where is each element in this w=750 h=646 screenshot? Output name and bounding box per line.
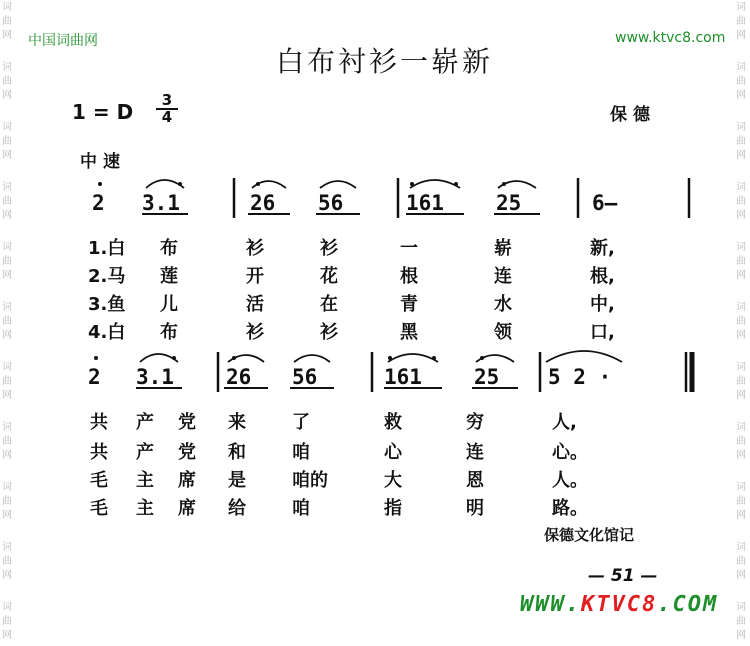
watermark-char: 曲 [2, 616, 12, 627]
key-signature: 1 = D [72, 100, 134, 124]
site-name[interactable]: 中国词曲网 [28, 33, 98, 49]
note: 25 [496, 191, 522, 215]
logo-suffix: .COM [657, 592, 719, 617]
watermark-char: 网 [736, 390, 746, 401]
logo-prefix: WWW. [520, 592, 581, 617]
time-signature-bottom: 4 [161, 108, 173, 126]
lyric-syllable: 产 [136, 442, 154, 463]
lyric-syllable: 衫 [320, 322, 338, 343]
lyric-syllable: 明 [466, 498, 484, 519]
watermark-char: 曲 [736, 196, 746, 207]
watermark-char: 曲 [736, 136, 746, 147]
watermark-char: 词 [2, 482, 12, 493]
lyric-syllable: 咱的 [292, 470, 328, 491]
lyric-syllable: 根 [400, 266, 418, 287]
watermark-char: 曲 [2, 316, 12, 327]
lyric-syllable: 水 [494, 294, 512, 315]
watermark-char: 网 [736, 510, 746, 521]
watermark-char: 曲 [2, 496, 12, 507]
lyric-syllable: 新, [590, 238, 615, 259]
lyric-syllable: 活 [246, 294, 264, 315]
watermark-char: 词 [736, 62, 746, 73]
watermark-char: 曲 [736, 556, 746, 567]
watermark-char: 网 [736, 30, 746, 41]
lyric-syllable: 连 [494, 266, 512, 287]
lyric-syllable: 2.马 [88, 266, 126, 287]
watermark-char: 词 [736, 362, 746, 373]
watermark-char: 词 [2, 182, 12, 193]
lyric-syllable: 党 [178, 442, 196, 463]
watermark-char: 词 [736, 602, 746, 613]
watermark-char: 网 [736, 90, 746, 101]
watermark-char: 网 [736, 150, 746, 161]
watermark-char: 网 [2, 270, 12, 281]
lyric-syllable: 恩 [466, 470, 484, 491]
watermark-char: 词 [736, 182, 746, 193]
watermark-char: 网 [2, 210, 12, 221]
lyric-syllable: 共 [90, 412, 108, 433]
slur [294, 355, 330, 362]
watermark-char: 词 [736, 302, 746, 313]
watermark-char: 词 [2, 242, 12, 253]
watermark-char: 网 [736, 330, 746, 341]
watermark-char: 曲 [736, 256, 746, 267]
slur [546, 351, 622, 362]
lyric-syllable: 衫 [246, 322, 264, 343]
lyric-syllable: 开 [246, 266, 264, 287]
lyric-syllable: 共 [90, 442, 108, 463]
watermark-char: 词 [2, 542, 12, 553]
lyric-syllable: 心 [384, 442, 402, 463]
note: 26 [226, 365, 252, 389]
slur [320, 181, 356, 188]
lyric-syllable: 一 [400, 238, 418, 259]
note: 56 [292, 365, 318, 389]
song-title: 白布衬衫一崭新 [276, 45, 494, 78]
lyric-syllable: 来 [228, 412, 246, 433]
lyric-syllable: 1.白 [88, 238, 126, 259]
watermark-char: 曲 [2, 196, 12, 207]
lyric-syllable: 衫 [320, 238, 338, 259]
watermark-char: 网 [2, 30, 12, 41]
author: 保德 [610, 105, 656, 125]
lyric-syllable: 布 [160, 322, 178, 343]
note: 6— [592, 191, 618, 215]
watermark-char: 网 [736, 570, 746, 581]
watermark-char: 网 [2, 150, 12, 161]
note: 3.1 [142, 191, 180, 215]
watermark-char: 曲 [736, 496, 746, 507]
watermark-char: 曲 [736, 376, 746, 387]
lyric-syllable: 了 [292, 412, 310, 433]
watermark-char: 网 [736, 210, 746, 221]
watermark-char: 词 [2, 602, 12, 613]
watermark-char: 网 [2, 330, 12, 341]
lyric-syllable: 根, [590, 266, 615, 287]
lyric-syllable: 中, [590, 294, 615, 315]
watermark-char: 曲 [2, 16, 12, 27]
watermark-char: 网 [2, 390, 12, 401]
watermark-char: 词 [736, 122, 746, 133]
note: 25 [474, 365, 500, 389]
watermark-char: 词 [2, 422, 12, 433]
watermark-char: 曲 [736, 76, 746, 87]
tempo-marking: 中速 [80, 152, 126, 172]
watermark-char: 网 [2, 90, 12, 101]
watermark-char: 曲 [736, 616, 746, 627]
lyric-syllable: 席 [178, 498, 196, 519]
watermark-char: 曲 [736, 436, 746, 447]
watermark-char: 词 [736, 242, 746, 253]
lyric-syllable: 救 [384, 412, 402, 433]
watermark-char: 曲 [2, 556, 12, 567]
site-url[interactable]: www.ktvc8.com [615, 30, 726, 46]
note: 3.1 [136, 365, 174, 389]
watermark-char: 曲 [2, 76, 12, 87]
lyric-syllable: 儿 [160, 294, 178, 315]
watermark-char: 词 [2, 2, 12, 13]
watermark-char: 曲 [736, 16, 746, 27]
note: 2 [92, 191, 105, 215]
lyric-syllable: 连 [466, 442, 484, 463]
slur [410, 180, 460, 188]
lyric-syllable: 青 [400, 294, 418, 315]
note: 56 [318, 191, 344, 215]
lyric-syllable: 指 [384, 498, 402, 519]
watermark-char: 网 [2, 630, 12, 641]
note: 2 [88, 365, 101, 389]
note: 26 [250, 191, 276, 215]
watermark-char: 曲 [2, 376, 12, 387]
watermark-char: 词 [736, 422, 746, 433]
watermark-char: 词 [2, 302, 12, 313]
lyric-syllable: 领 [494, 322, 512, 343]
lyric-syllable: 莲 [160, 266, 178, 287]
lyric-syllable: 路。 [552, 498, 588, 519]
watermark-char: 网 [736, 630, 746, 641]
lyric-syllable: 穷 [466, 412, 484, 433]
watermark-char: 词 [2, 362, 12, 373]
footer-logo[interactable] [520, 592, 718, 617]
watermark-char: 词 [736, 2, 746, 13]
page-number: — 51 — [588, 566, 658, 586]
lyric-syllable: 3.鱼 [88, 294, 126, 315]
note: 161 [384, 365, 422, 389]
lyric-syllable: 主 [136, 498, 154, 519]
slur [388, 354, 438, 362]
lyric-syllable: 和 [228, 442, 246, 463]
watermark-char: 网 [736, 450, 746, 461]
lyric-syllable: 黑 [400, 322, 418, 343]
lyric-syllable: 人。 [552, 470, 588, 491]
lyric-syllable: 毛 [90, 470, 108, 491]
lyric-syllable: 人, [552, 412, 577, 433]
watermark-char: 词 [736, 482, 746, 493]
watermark-char: 曲 [2, 436, 12, 447]
lyric-syllable: 衫 [246, 238, 264, 259]
lyric-syllable: 布 [160, 238, 178, 259]
watermark-char: 词 [736, 542, 746, 553]
lyric-syllable: 席 [178, 470, 196, 491]
time-signature-top: 3 [161, 91, 173, 109]
lyric-syllable: 毛 [90, 498, 108, 519]
lyric-syllable: 4.白 [88, 322, 126, 343]
note: 5 2 · [548, 365, 612, 389]
lyric-syllable: 党 [178, 412, 196, 433]
watermark-char: 曲 [2, 136, 12, 147]
watermark-char: 曲 [2, 256, 12, 267]
lyric-syllable: 是 [228, 470, 246, 491]
note: 161 [406, 191, 444, 215]
lyric-syllable: 花 [320, 266, 338, 287]
logo-brand: KTVC8 [580, 592, 658, 617]
lyric-syllable: 主 [136, 470, 154, 491]
lyric-syllable: 大 [384, 470, 402, 491]
watermark-char: 网 [2, 510, 12, 521]
watermark-char: 网 [2, 450, 12, 461]
watermark-char: 曲 [736, 316, 746, 327]
lyric-syllable: 咱 [292, 498, 310, 519]
watermark-char: 网 [2, 570, 12, 581]
lyric-syllable: 产 [136, 412, 154, 433]
lyric-syllable: 给 [228, 498, 246, 519]
lyric-syllable: 在 [320, 294, 338, 315]
credit-note: 保德文化馆记 [544, 526, 635, 544]
lyric-syllable: 心。 [552, 442, 588, 463]
lyric-syllable: 咱 [292, 442, 310, 463]
lyric-syllable: 口, [590, 322, 615, 343]
lyric-syllable: 崭 [494, 238, 512, 259]
watermark-char: 词 [2, 122, 12, 133]
watermark-char: 网 [736, 270, 746, 281]
watermark-char: 词 [2, 62, 12, 73]
